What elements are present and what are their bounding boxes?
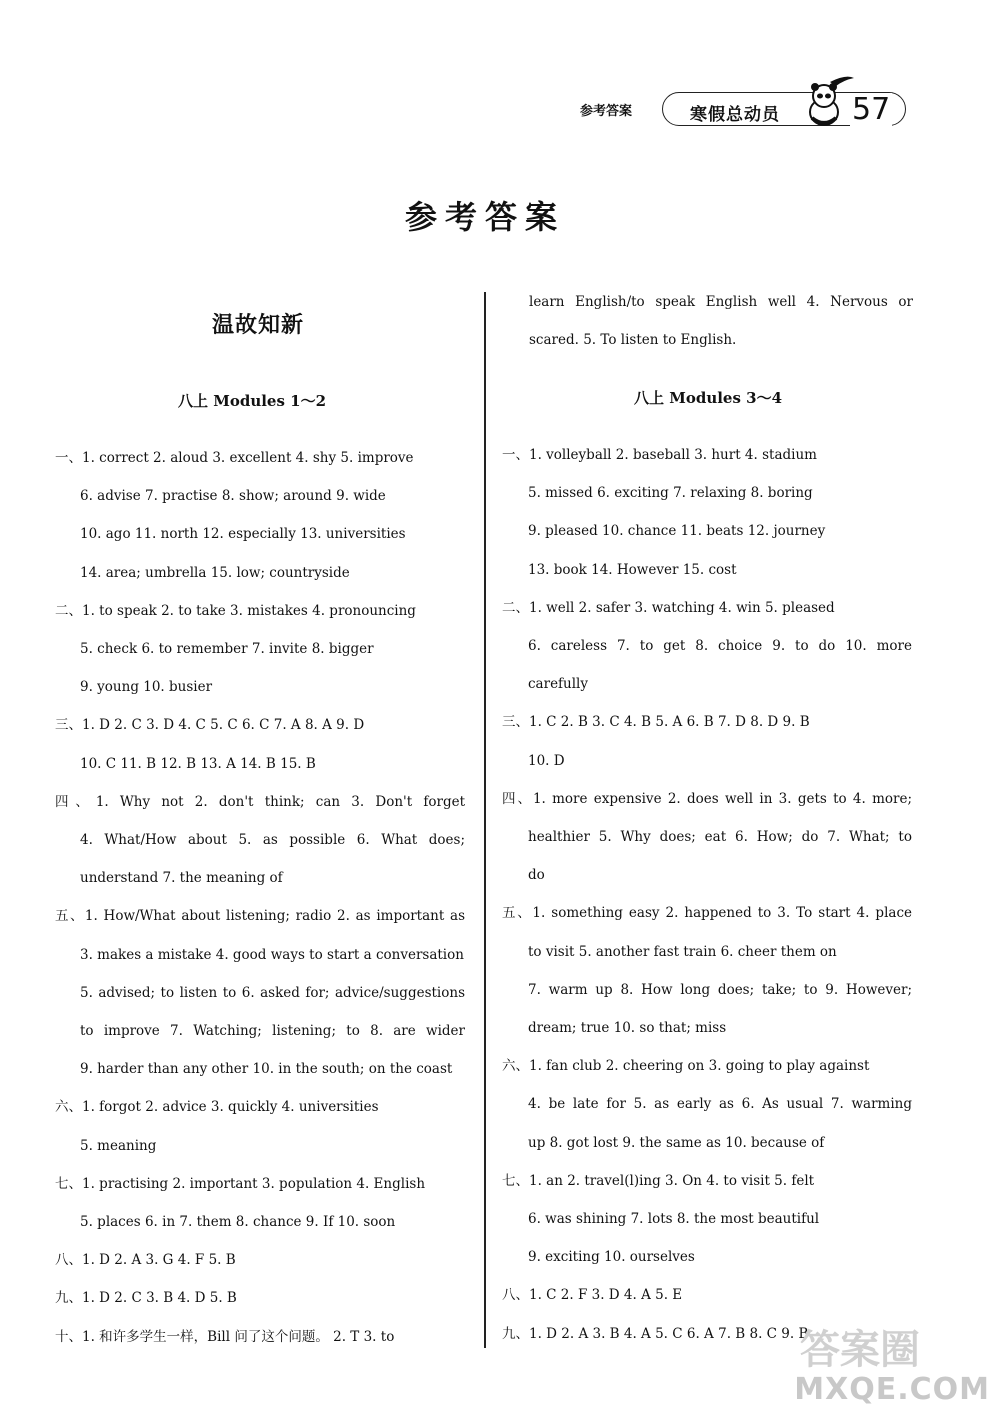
- answer-line: 7. warm up 8. How long does; take; to 9. However;: [528, 981, 912, 998]
- answer-line: 五、1. How/What about listening; radio 2. as important as: [55, 908, 465, 925]
- answer-line: 八、1. D 2. A 3. G 4. F 5. B: [55, 1252, 236, 1269]
- answer-line: 四、1. Why not 2. don't think; can 3. Don't forget: [55, 793, 465, 810]
- answer-line: dream; true 10. so that; miss: [528, 1020, 727, 1036]
- answer-line: 4. be late for 5. as early as 6. As usual 7. warming: [528, 1096, 912, 1113]
- answer-line: 6. careless 7. to get 8. choice 9. to do 10. more: [528, 638, 912, 654]
- answer-line: 五、1. something easy 2. happened to 3. To start 4. place: [502, 905, 912, 922]
- answer-line: learn English/to speak English well 4. Nervous or: [529, 294, 913, 310]
- answer-line: 13. book 14. However 15. cost: [528, 561, 737, 578]
- answer-line: 四、1. more expensive 2. does well in 3. gets to 4. more;: [502, 790, 912, 807]
- header-series-name: 寒假总动员: [690, 105, 780, 125]
- answer-line: 9. exciting 10. ourselves: [528, 1249, 695, 1266]
- answer-line: to improve 7. Watching; listening; to 8. are wider: [80, 1023, 465, 1039]
- answer-line: 七、1. practising 2. important 3. population 4. English: [55, 1175, 426, 1192]
- answer-line: scared. 5. To listen to English.: [529, 332, 737, 348]
- answer-line: 九、1. D 2. A 3. B 4. A 5. C 6. A 7. B 8. C 9. B: [502, 1325, 809, 1342]
- section-title: 温故知新: [212, 313, 305, 338]
- answer-line: 9. young 10. busier: [80, 679, 213, 696]
- answer-line: 二、1. to speak 2. to take 3. mistakes 4. pronouncing: [55, 602, 416, 619]
- answer-line: 6. was shining 7. lots 8. the most beautiful: [528, 1211, 820, 1227]
- answer-line: 七、1. an 2. travel(l)ing 3. On 4. to visit 5. felt: [502, 1172, 815, 1189]
- watermark-glyphs: 答案圈: [800, 1327, 920, 1373]
- column-divider: [484, 292, 486, 1348]
- answer-line: 三、1. D 2. C 3. D 4. C 5. C 6. C 7. A 8. A 9. D: [55, 717, 365, 734]
- answer-line: 5. check 6. to remember 7. invite 8. bigger: [80, 641, 374, 657]
- answer-line: 一、1. volleyball 2. baseball 3. hurt 4. stadium: [502, 447, 817, 463]
- header-section-label: 参考答案: [580, 104, 633, 119]
- answer-line: 10. ago 11. north 12. especially 13. universities: [80, 526, 406, 543]
- answer-line: 6. advise 7. practise 8. show; around 9. wide: [80, 488, 386, 505]
- answer-line: do: [528, 867, 545, 884]
- answer-line: 14. area; umbrella 15. low; countryside: [80, 564, 350, 581]
- answer-line: 九、1. D 2. C 3. B 4. D 5. B: [55, 1290, 237, 1307]
- answer-line: 5. advised; to listen to 6. asked for; advice/suggestions: [80, 984, 465, 1001]
- answer-line: 9. pleased 10. chance 11. beats 12. journey: [528, 523, 826, 540]
- answer-line: 二、1. well 2. safer 3. watching 4. win 5. pleased: [502, 599, 835, 616]
- answer-line: 5. meaning: [80, 1137, 157, 1154]
- answer-line: healthier 5. Why does; eat 6. How; do 7. What; to: [528, 829, 912, 845]
- answer-line: carefully: [528, 676, 589, 693]
- left-subtitle: 八上 Modules 1～2: [178, 392, 327, 410]
- answer-line: 10. D: [528, 752, 565, 769]
- answer-line: 5. missed 6. exciting 7. relaxing 8. boring: [528, 485, 813, 502]
- answer-line: 10. C 11. B 12. B 13. A 14. B 15. B: [80, 755, 316, 772]
- answer-line: 一、1. correct 2. aloud 3. excellent 4. shy 5. improve: [55, 450, 414, 466]
- answer-line: 5. places 6. in 7. them 8. chance 9. If 10. soon: [80, 1214, 396, 1230]
- answer-line: 三、1. C 2. B 3. C 4. B 5. A 6. B 7. D 8. D 9. B: [502, 714, 810, 731]
- watermark: MXQE.COM: [794, 1372, 990, 1407]
- answer-line: 9. harder than any other 10. in the south; on the coast: [80, 1061, 453, 1078]
- answer-line: up 8. got lost 9. the same as 10. because of: [528, 1134, 825, 1151]
- answer-line: 3. makes a mistake 4. good ways to start a conversation: [80, 946, 464, 963]
- answer-line: 六、1. forgot 2. advice 3. quickly 4. universities: [55, 1099, 379, 1116]
- answer-line: 八、1. C 2. F 3. D 4. A 5. E: [502, 1287, 683, 1304]
- answer-line: 4. What/How about 5. as possible 6. What does;: [80, 832, 465, 848]
- page-title: 参考答案: [404, 198, 565, 236]
- answer-line: to visit 5. another fast train 6. cheer them on: [528, 943, 837, 960]
- answer-line: 六、1. fan club 2. cheering on 3. going to play against: [502, 1058, 870, 1075]
- page-number: 57: [852, 92, 891, 127]
- answer-line: understand 7. the meaning of: [80, 870, 283, 887]
- right-subtitle: 八上 Modules 3～4: [634, 389, 783, 407]
- answer-line: 十、1. 和许多学生一样，Bill 问了这个问题。 2. T 3. to: [55, 1328, 395, 1345]
